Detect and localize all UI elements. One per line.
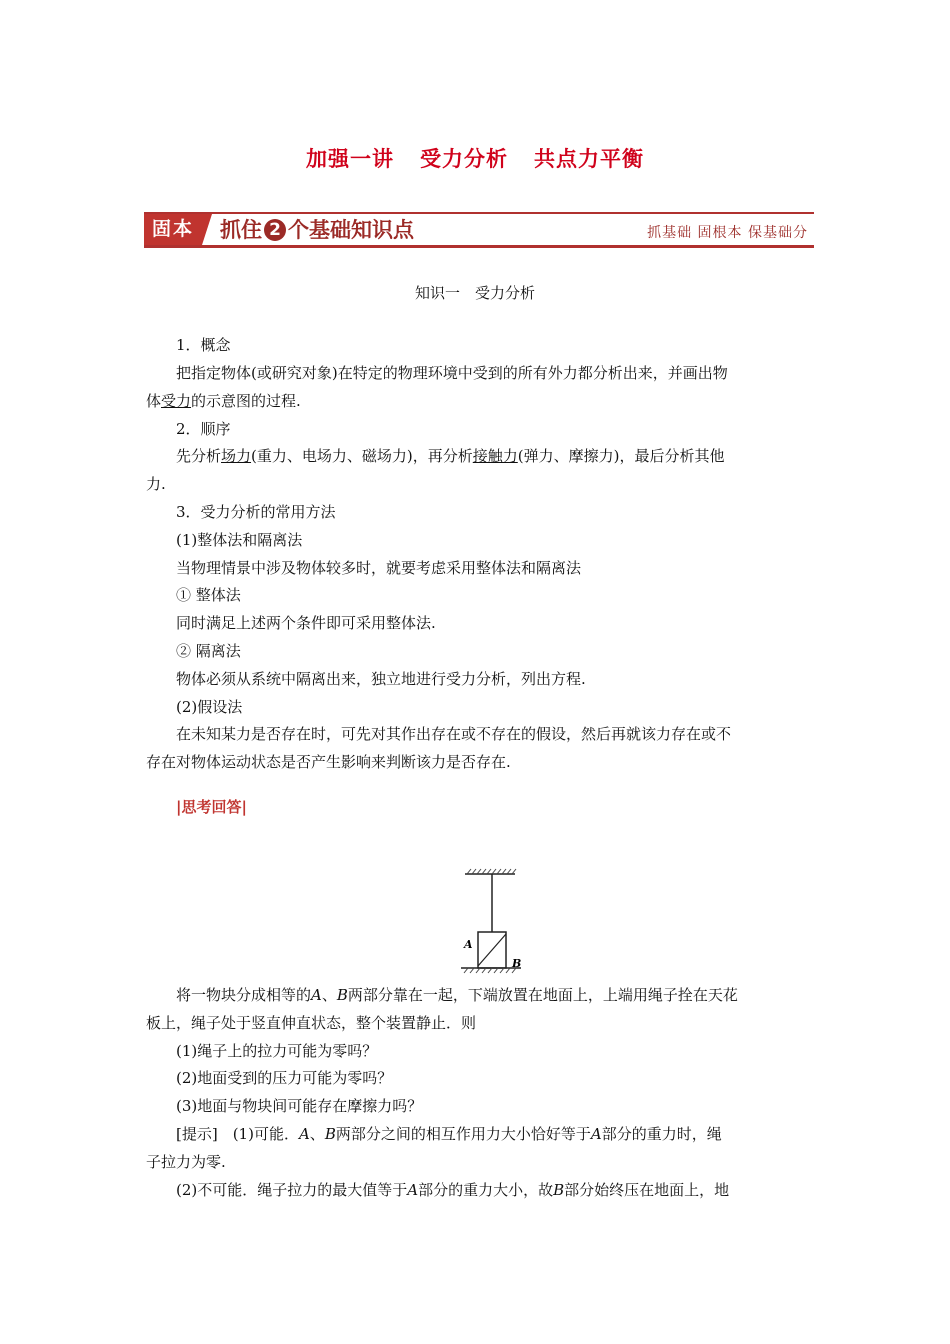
banner-heading-number: 2 — [264, 219, 286, 241]
label-a: A — [464, 938, 473, 951]
hint-h3-a: (2)不可能．绳子拉力的最大值等于 — [176, 1181, 408, 1199]
hint-h3-b: 部分的重力大小，故 — [418, 1181, 554, 1199]
hint-h1-c: 两部分之间的相互作用力大小恰好等于 — [335, 1125, 591, 1143]
concept-heading: 1．概念 — [176, 336, 231, 354]
method-1-text: 当物理情景中涉及物体较多时，就要考虑采用整体法和隔离法 — [176, 559, 582, 577]
concept-text-2-pre: 体 — [146, 392, 162, 410]
banner-motto: 抓基础 固根本 保基础分 — [647, 225, 808, 241]
method-2-text-1: 在未知某力是否存在时，可先对其作出存在或不存在的假设，然后再就该力存在或不 — [176, 725, 732, 743]
method-1a-title: ① 整体法 — [176, 586, 241, 604]
order-t1: 先分析 — [176, 447, 222, 465]
section-banner — [144, 212, 814, 248]
banner-heading-pre: 抓住 — [220, 218, 262, 242]
concept-underlined: 受力 — [161, 392, 192, 410]
question-p1-c: 两部分靠在一起，下端放置在地面上，上端用绳子拴在天花 — [347, 986, 738, 1004]
hint-var-a-3: A — [407, 1181, 419, 1199]
order-underlined-2: 接触力 — [472, 447, 518, 465]
title-part-2: 受力分析 — [420, 147, 508, 171]
banner-rule-top — [144, 212, 814, 214]
banner-tag-notch — [202, 214, 212, 245]
question-text-1 — [176, 985, 738, 1005]
question-text-2: 板上，绳子处于竖直伸直状态，整个装置静止．则 — [146, 1014, 477, 1032]
title-part-1: 加强一讲 — [306, 147, 394, 171]
question-3: (3)地面与物块间可能存在摩擦力吗？ — [176, 1097, 423, 1115]
question-p1-a: 将一物块分成相等的 — [176, 986, 312, 1004]
question-var-a: A — [311, 986, 322, 1004]
order-underlined-1: 场力 — [221, 447, 252, 465]
hint-h3-c: 部分始终压在地面上，地 — [564, 1181, 730, 1199]
label-b: B — [512, 957, 522, 970]
question-2: (2)地面受到的压力可能为零吗？ — [176, 1069, 393, 1087]
banner-tag: 固本 — [144, 214, 202, 245]
title-part-3: 共点力平衡 — [534, 147, 644, 171]
order-text-2: 力. — [146, 475, 166, 493]
method-1a-text: 同时满足上述两个条件即可采用整体法. — [176, 614, 436, 632]
hint-h1-d: 部分的重力时，绳 — [601, 1125, 722, 1143]
order-text-1 — [176, 446, 724, 466]
banner-heading-post: 个基础知识点 — [288, 218, 414, 242]
hint-h1-b: 、 — [309, 1125, 325, 1143]
banner-rule-bottom — [144, 245, 814, 248]
method-1-title: (1)整体法和隔离法 — [176, 531, 303, 549]
method-1b-title: ② 隔离法 — [176, 642, 241, 660]
banner-heading — [220, 216, 414, 244]
concept-text-2-post: 的示意图的过程. — [191, 392, 301, 410]
method-2-text-2: 存在对物体运动状态是否产生影响来判断该力是否存在. — [146, 753, 511, 771]
ceiling-hatch — [465, 869, 516, 874]
hint-text-1 — [176, 1124, 722, 1144]
question-p1-b: 、 — [321, 986, 337, 1004]
hint-var-a-1: A — [298, 1125, 310, 1143]
method-1b-text: 物体必须从系统中隔离出来，独立地进行受力分析，列出方程. — [176, 670, 586, 688]
question-1: (1)绳子上的拉力可能为零吗？ — [176, 1042, 378, 1060]
hint-var-b-2: B — [553, 1181, 565, 1199]
order-t2: (重力、电场力、磁场力)，再分析 — [251, 447, 473, 465]
section-title: 知识一 受力分析 — [414, 284, 535, 302]
think-answer-label: |思考回答| — [176, 798, 247, 816]
hint-h1-a: [提示] (1)可能． — [176, 1125, 299, 1143]
methods-heading: 3．受力分析的常用方法 — [176, 503, 336, 521]
hint-var-a-2: A — [590, 1125, 602, 1143]
concept-text-2 — [146, 391, 301, 411]
question-var-b: B — [336, 986, 348, 1004]
order-t3: (弹力、摩擦力)，最后分析其他 — [517, 447, 725, 465]
block-rope-diagram — [455, 866, 525, 976]
hint-var-b-1: B — [324, 1125, 336, 1143]
hint-text-3 — [176, 1180, 729, 1200]
think-answer-text: 思考回答 — [181, 798, 242, 816]
hint-text-2: 子拉力为零. — [146, 1153, 226, 1171]
order-heading: 2．顺序 — [176, 420, 231, 438]
page-title — [0, 143, 950, 173]
concept-text-1: 把指定物体(或研究对象)在特定的物理环境中受到的所有外力都分析出来，并画出物 — [176, 364, 728, 382]
method-2-title: (2)假设法 — [176, 698, 243, 716]
